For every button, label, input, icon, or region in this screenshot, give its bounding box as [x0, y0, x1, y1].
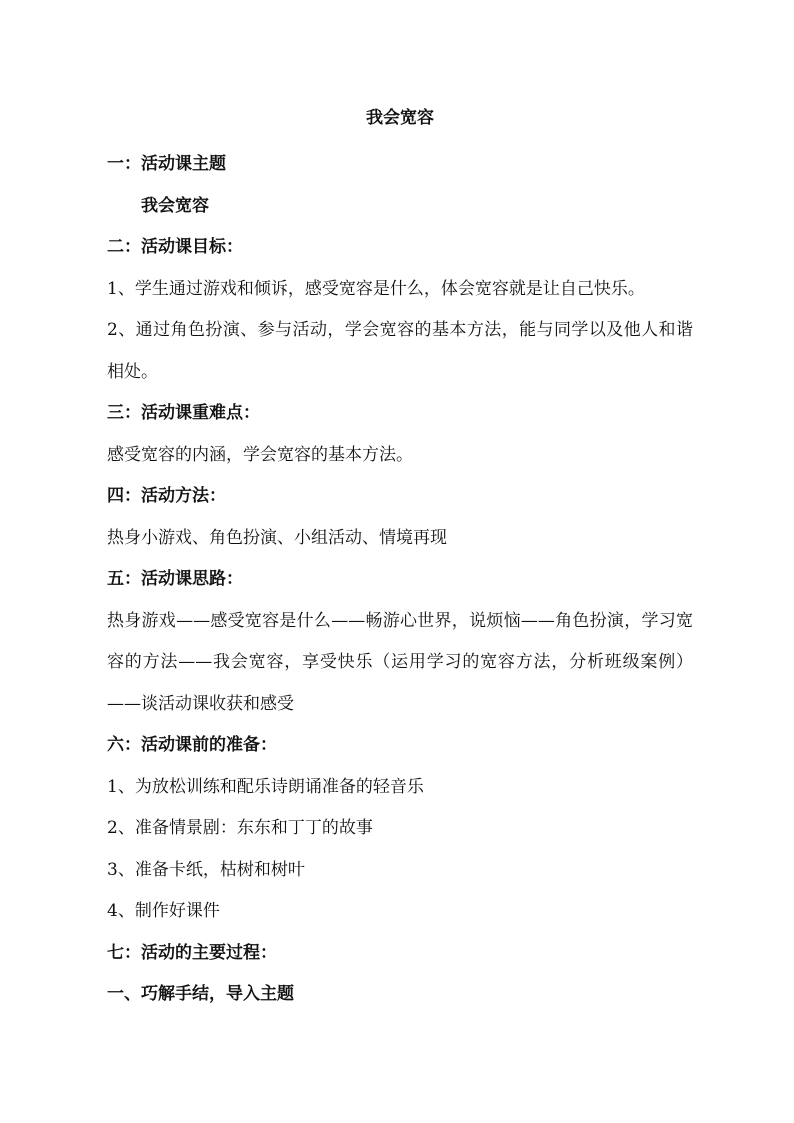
- section-heading-process: 七：活动的主要过程：: [107, 942, 277, 963]
- section-heading-goals: 二：活动课目标：: [107, 237, 243, 257]
- prep-item-4: 4、制作好课件: [107, 901, 220, 921]
- goal-item-2: 2、通过角色扮演、参与活动，学会宽容的基本方法，能与同学以及他人和谐相处。: [107, 320, 693, 382]
- document-content: [107, 104, 693, 1016]
- section-heading-key-points: 三：活动课重难点：: [107, 403, 260, 423]
- section-heading-methods: 四：活动方法：: [107, 486, 226, 506]
- prep-item-3: 3、准备卡纸，枯树和树叶: [107, 859, 305, 880]
- section-heading-topic: 一：活动课主题: [107, 154, 226, 174]
- goal-item-1: 1、学生通过游戏和倾诉，感受宽容是什么，体会宽容就是让自己快乐。: [107, 278, 645, 299]
- section-body-topic: 我会宽容: [141, 195, 209, 216]
- prep-item-1: 1、为放松训练和配乐诗朗诵准备的轻音乐: [107, 776, 424, 797]
- section-heading-approach: 五：活动课思路：: [107, 569, 243, 589]
- section-body-key-points: 感受宽容的内涵，学会宽容的基本方法。: [107, 444, 413, 465]
- section-body-methods: 热身小游戏、角色扮演、小组活动、情境再现: [107, 527, 447, 548]
- prep-item-2: 2、准备情景剧：东东和丁丁的故事: [107, 818, 373, 838]
- section-body-approach: 热身游戏——感受宽容是什么——畅游心世界，说烦恼——角色扮演，学习宽容的方法——我会宽容，享受快乐（运用学习的宽容方法，分析班级案例）——谈活动课收获和感受: [107, 610, 693, 714]
- process-sub-heading-1: 一、巧解手结，导入主题: [107, 984, 294, 1004]
- section-heading-preparation: 六：活动课前的准备：: [107, 735, 277, 755]
- document-title: 我会宽容: [366, 108, 434, 128]
